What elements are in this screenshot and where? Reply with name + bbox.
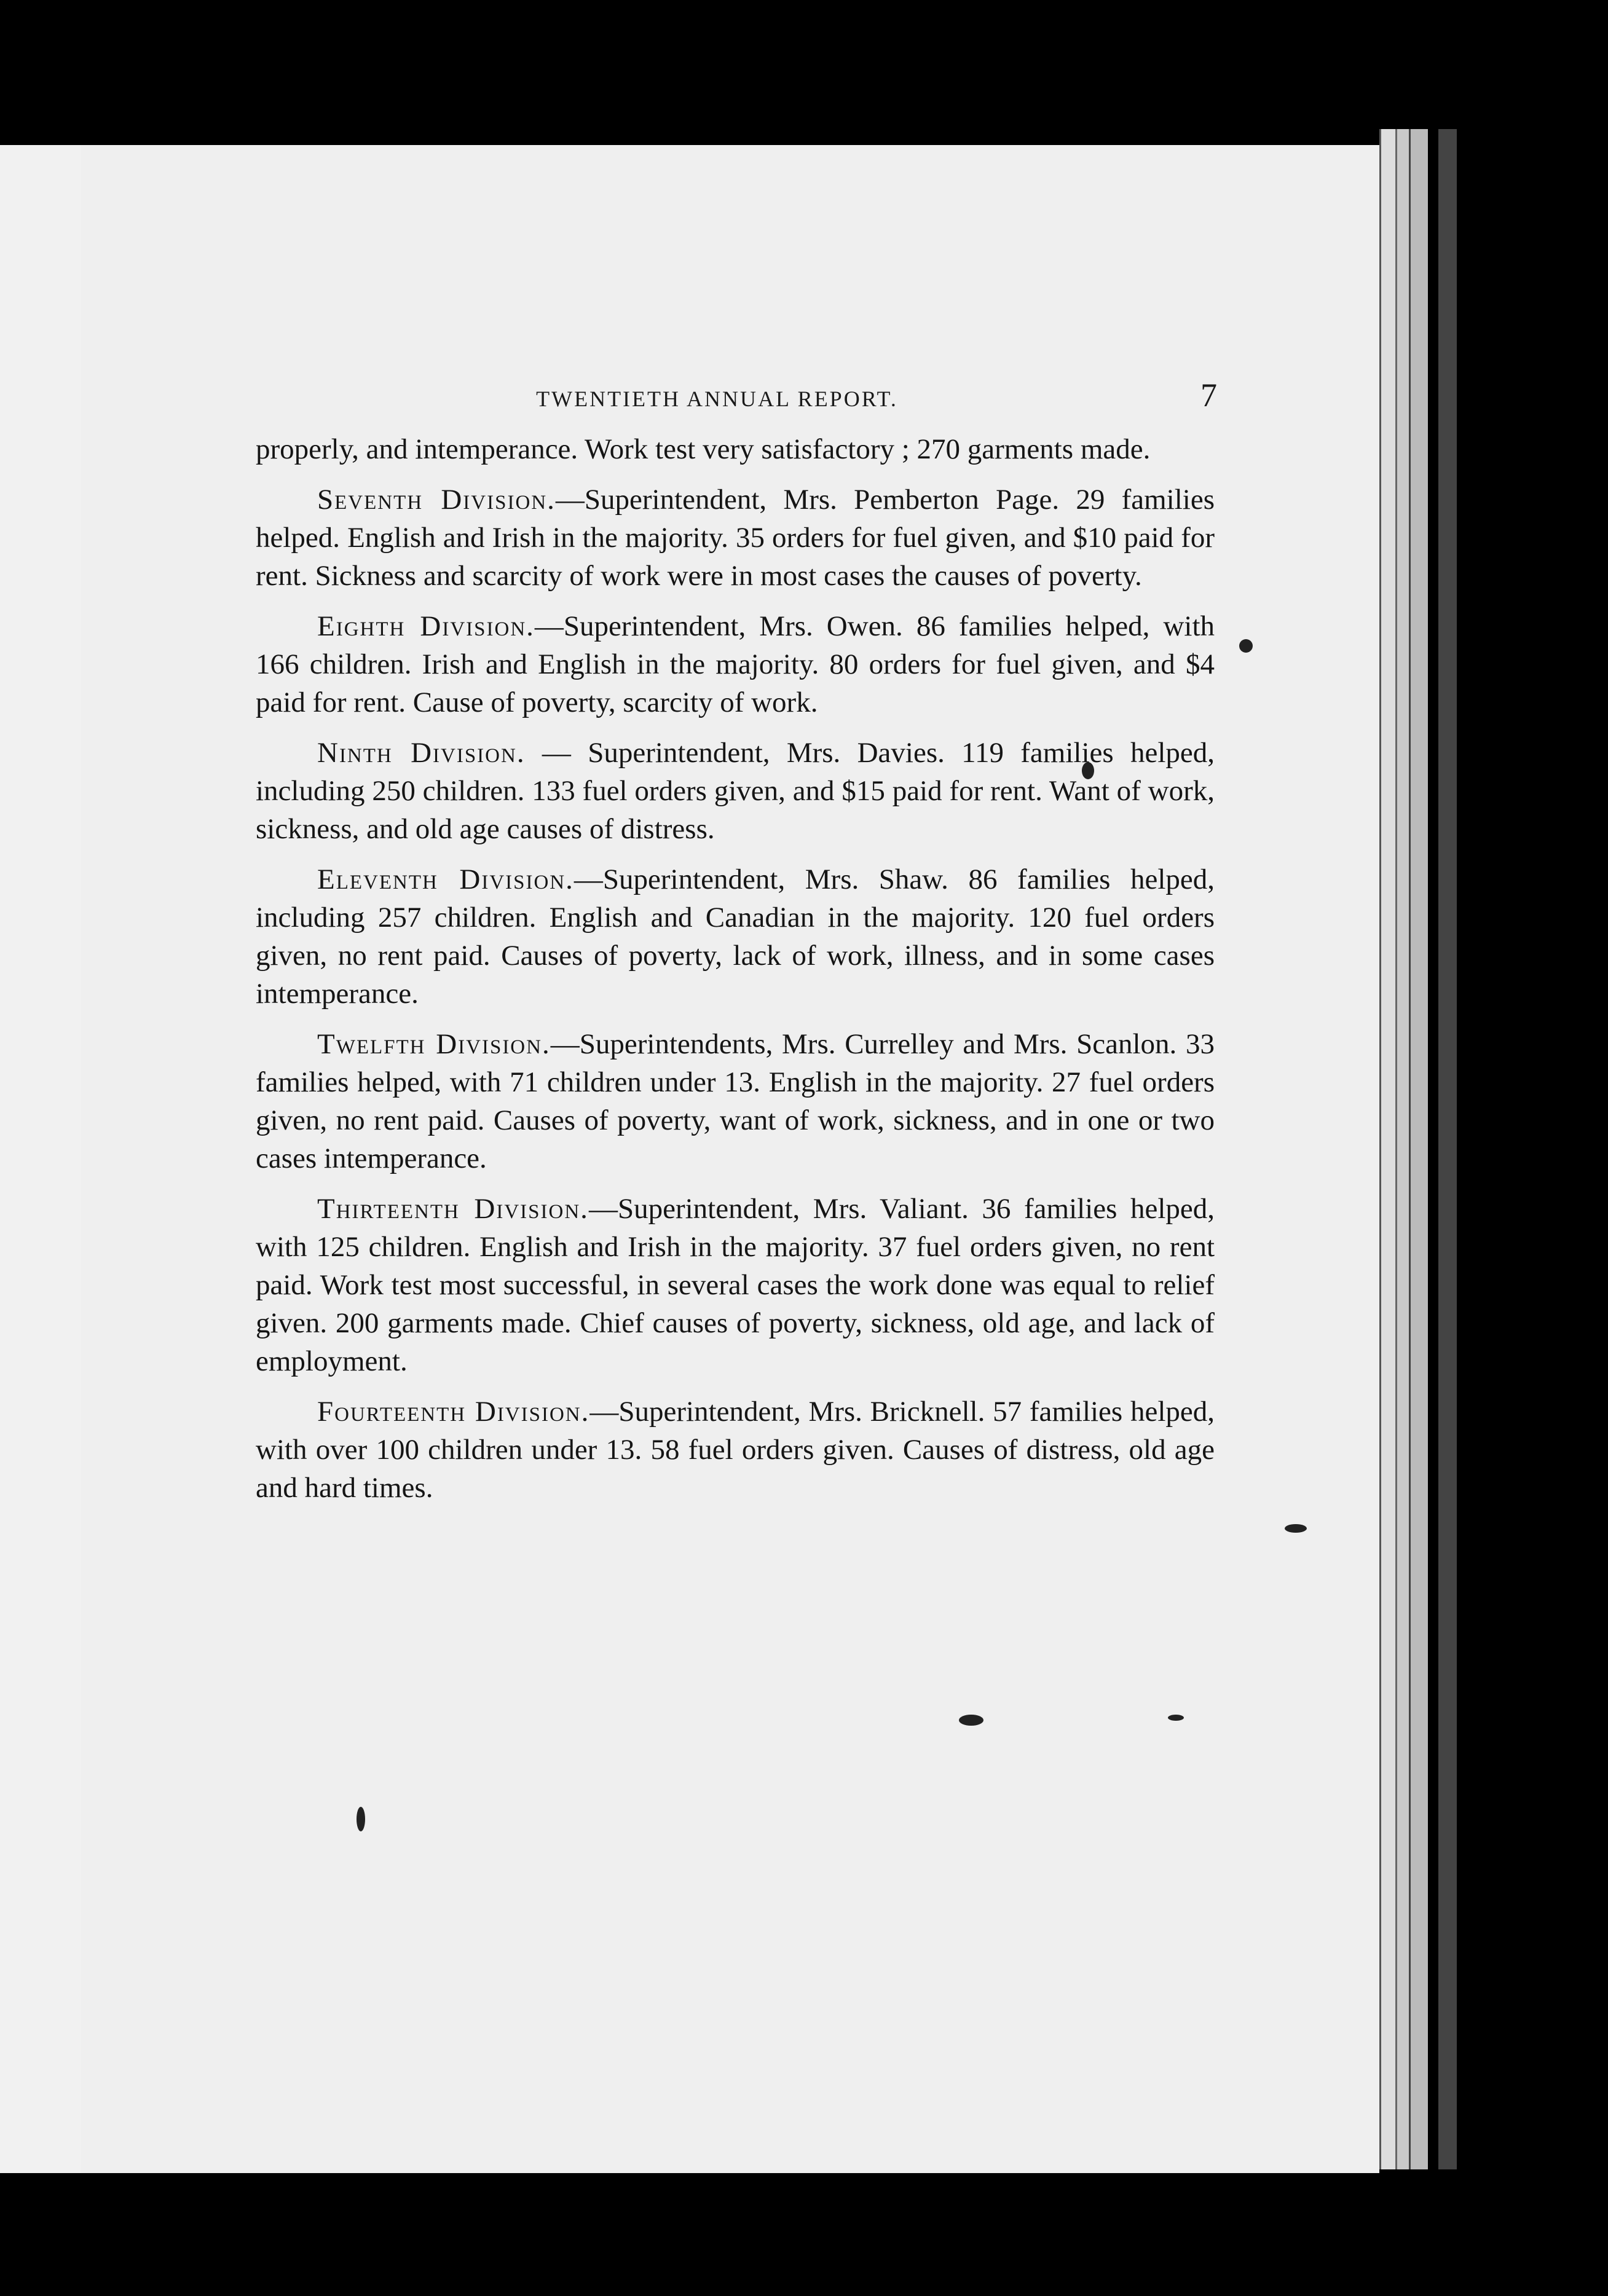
paragraph-text: —Superintendent, Mrs. Bricknell. 57 families helped, with over 100 children under 13. 58 fuel orders given. Causes of distress, old age and hard times. [256, 1396, 1215, 1504]
report-body [256, 430, 1215, 1519]
paragraph-eighth-division [256, 607, 1215, 721]
paragraph-eleventh-division [256, 860, 1215, 1013]
paragraph-ninth-division [256, 734, 1215, 848]
ink-speck [1285, 1524, 1307, 1533]
ink-speck [1239, 639, 1253, 653]
paragraph-text: —Superintendent, Mrs. Valiant. 36 families helped, with 125 children. English and Irish in the majority. 37 fuel orders given, no rent paid. Work test most successful, in several cases the work done was equal to relief given. 200 garments made. Chief causes of poverty, sickness, old age, and lack of employment. [256, 1193, 1215, 1377]
page-edge-strip [1409, 129, 1428, 2169]
book-cover-edge [1438, 129, 1457, 2169]
ink-speck [959, 1715, 983, 1726]
page-header [246, 376, 1217, 414]
paragraph-text: —Superintendent, Mrs. Pemberton Page. 29 families helped. English and Irish in the majority. 35 orders for fuel given, and $10 paid for rent. Sickness and scarcity of work were in most cases the causes of poverty. [256, 484, 1215, 592]
paragraph-text: —Superintendent, Mrs. Shaw. 86 families helped, including 257 children. English and Canadian in the majority. 120 fuel orders given, no rent paid. Causes of poverty, lack of work, illness, and in some cases intemperance. [256, 863, 1215, 1010]
division-name: Thirteenth Division. [317, 1193, 589, 1225]
division-name: Ninth Division. [317, 737, 526, 769]
left-page-edge [0, 145, 85, 2173]
page-number: 7 [1200, 377, 1217, 414]
paragraph-text: properly, and intemperance. Work test very satisfactory ; 270 garments made. [256, 433, 1151, 465]
paragraph-thirteenth-division [256, 1190, 1215, 1380]
division-name: Fourteenth Division. [317, 1396, 590, 1428]
ink-speck [357, 1807, 365, 1831]
paragraph-text: —Superintendent, Mrs. Owen. 86 families helped, with 166 children. Irish and English in the majority. 80 orders for fuel given, and $4 paid for rent. Cause of poverty, scarcity of work. [256, 610, 1215, 718]
paragraph-fourteenth-division [256, 1393, 1215, 1507]
paragraph-twelfth-division [256, 1025, 1215, 1177]
paragraph-text: —Superintendents, Mrs. Currelley and Mrs. Scanlon. 33 families helped, with 71 children under 13. English in the majority. 27 fuel orders given, no rent paid. Causes of poverty, want of work, sickness, and in one or two cases intemperance. [256, 1028, 1215, 1174]
paragraph-seventh-division [256, 481, 1215, 595]
paragraph-text: — Superintendent, Mrs. Davies. 119 families helped, including 250 children. 133 fuel orders given, and $15 paid for rent. Want of work, sickness, and old age causes of distress. [256, 737, 1215, 845]
division-name: Seventh Division. [317, 484, 556, 516]
ink-speck [1168, 1715, 1184, 1721]
division-name: Eleventh Division. [317, 863, 574, 895]
division-name: Eighth Division. [317, 610, 535, 642]
division-name: Twelfth Division. [317, 1028, 551, 1060]
page-edge-strip [1379, 129, 1397, 2169]
running-head: TWENTIETH ANNUAL REPORT. [536, 387, 898, 411]
paragraph-continuation [256, 430, 1215, 468]
